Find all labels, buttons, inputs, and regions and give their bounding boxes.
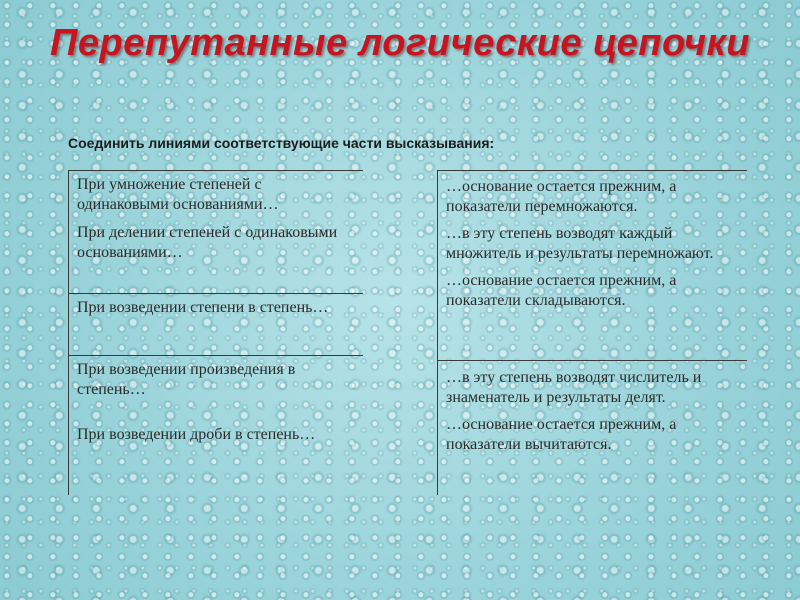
- left-item-power-of-fraction[interactable]: При возведении дроби в степень…: [77, 426, 316, 443]
- left-item-division[interactable]: При делении степеней с одинаковыми основаниями…: [77, 224, 338, 261]
- left-item-power-of-product[interactable]: При возведении произведения в степень…: [77, 361, 296, 398]
- right-column-table: [437, 170, 747, 495]
- instruction-text: Соединить линиями соответствующие части высказывания:: [68, 135, 495, 151]
- right-item-each-factor[interactable]: …в эту степень возводят каждый множитель и результаты перемножают.: [446, 225, 714, 262]
- left-cell-2: [69, 294, 363, 356]
- right-item-numerator-denominator[interactable]: …в эту степень возводят числитель и знаменатель и результаты делят.: [446, 369, 702, 406]
- left-cell-1: [69, 171, 363, 294]
- left-cell-3: [69, 356, 363, 495]
- right-item-exponents-multiply[interactable]: …основание остается прежним, а показатели перемножаются.: [446, 178, 677, 215]
- left-column-table: [68, 170, 363, 495]
- slide-title: Перепутанные логические цепочки: [50, 22, 750, 64]
- right-cell-2: [438, 361, 747, 495]
- right-cell-1: [438, 171, 747, 361]
- right-item-exponents-subtract[interactable]: …основание остается прежним, а показатели вычитаются.: [446, 416, 677, 453]
- right-item-exponents-add[interactable]: …основание остается прежним, а показатели складываются.: [446, 272, 677, 309]
- left-item-multiplication[interactable]: При умножение степеней с одинаковыми основаниями…: [77, 176, 279, 213]
- left-item-power-of-power[interactable]: При возведении степени в степень…: [77, 299, 329, 316]
